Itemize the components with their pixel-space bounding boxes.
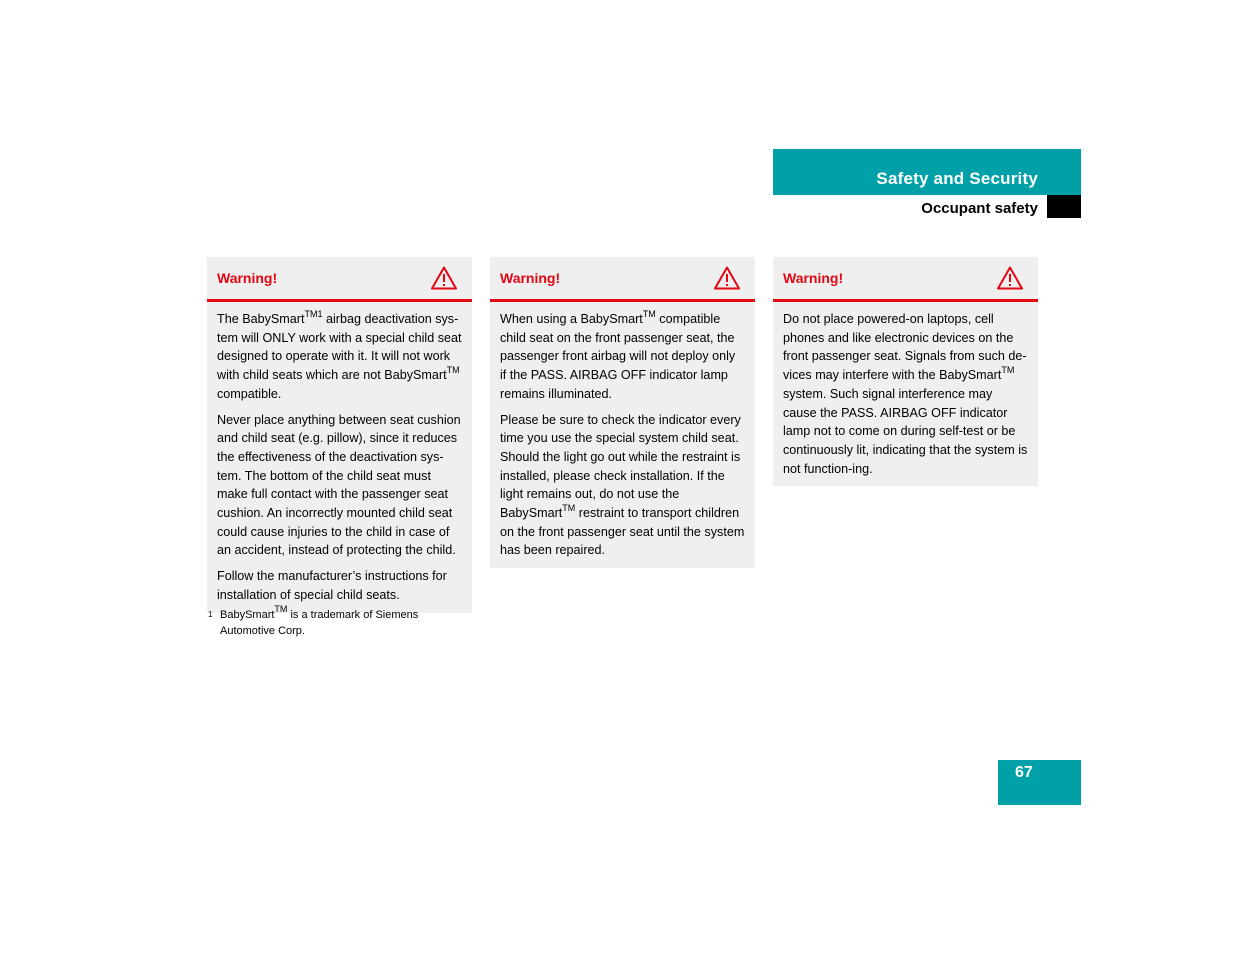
warning-paragraph — [500, 310, 745, 404]
warning-paragraph — [217, 310, 462, 404]
subsection-title: Occupant safety — [921, 200, 1038, 217]
warning-paragraph — [500, 411, 745, 561]
paragraph-text: Never place anything between seat cushion and child seat (e.g. pillow), since it reduces the effectiveness of the deactivation sys-tem. The bottom of the child seat must make full contact with the passenger seat cushion. An incorrectly mounted child seat could cause injuries to the child in case of an accident, instead of protecting the child. — [217, 412, 461, 558]
warning-label: Warning! — [500, 270, 561, 286]
warning-paragraph — [783, 310, 1028, 478]
warning-triangle-icon — [714, 266, 740, 290]
footnote — [207, 604, 472, 639]
paragraph-text: Follow the manufacturer’s instructions for installation of special child seats. — [217, 569, 447, 602]
trademark-sup: TM — [562, 503, 576, 514]
warning-triangle-icon — [997, 266, 1023, 290]
warning-triangle-icon — [431, 266, 457, 290]
section-tab — [773, 149, 1081, 195]
footnote-mark: 1 — [208, 610, 213, 619]
warning-header — [773, 257, 1038, 302]
warning-header — [207, 257, 472, 302]
warning-body — [207, 302, 472, 613]
trademark-sup: TM — [642, 309, 656, 319]
paragraph-text: The BabySmart — [217, 312, 305, 326]
warning-label: Warning! — [783, 270, 844, 286]
paragraph-text: Do not place powered-on laptops, cell phones and like electronic devices on the front passenger seat. Signals from such de-vices may interfere with the BabySmart — [783, 312, 1027, 383]
trademark-sup: TM1 — [304, 309, 323, 319]
trademark-sup: TM — [446, 365, 460, 376]
warning-label: Warning! — [217, 270, 278, 286]
paragraph-text: Please be sure to check the indicator every time you use the special system child seat. Should the light go out while the restraint is installed, please check installation. If the light remains out, do not use the BabySmart — [500, 412, 741, 521]
trademark-sup: TM — [1001, 365, 1015, 376]
warning-box-2 — [490, 257, 755, 568]
paragraph-text: When using a BabySmart — [500, 312, 643, 326]
paragraph-text: compatible child seat on the front passenger seat, the passenger front airbag will not deploy only if the PASS. AIRBAG OFF indicator lamp remains illuminated. — [500, 312, 736, 401]
footnote-text-part: is a trademark of Siemens Automotive Corp. — [220, 609, 419, 637]
paragraph-text: system. Such signal interference may cause the PASS. AIRBAG OFF indicator lamp not to come on during self-test or be continuously lit, indicating that the system is not function-ing. — [783, 386, 1028, 476]
warning-paragraph — [217, 567, 462, 604]
paragraph-text: restraint to transport children on the front passenger seat until the system has been repaired. — [500, 506, 745, 558]
trademark-sup: TM — [274, 604, 288, 614]
section-marker — [1047, 195, 1081, 218]
footnote-text-part: BabySmart — [220, 609, 275, 621]
warning-box-1 — [207, 257, 472, 613]
page-number: 67 — [1015, 764, 1033, 781]
warning-box-3 — [773, 257, 1038, 486]
paragraph-text: airbag deactivation sys-tem will ONLY work with a special child seat designed to operate with it. It will not work with child seats which are not BabySmart — [217, 312, 462, 383]
paragraph-text: compatible. — [217, 386, 282, 401]
warning-body — [490, 302, 755, 568]
section-title: Safety and Security — [876, 169, 1038, 188]
footnote-text — [220, 604, 472, 639]
warning-body — [773, 302, 1038, 486]
page-number-tab — [998, 760, 1081, 805]
warning-paragraph — [217, 411, 462, 561]
warning-header — [490, 257, 755, 302]
